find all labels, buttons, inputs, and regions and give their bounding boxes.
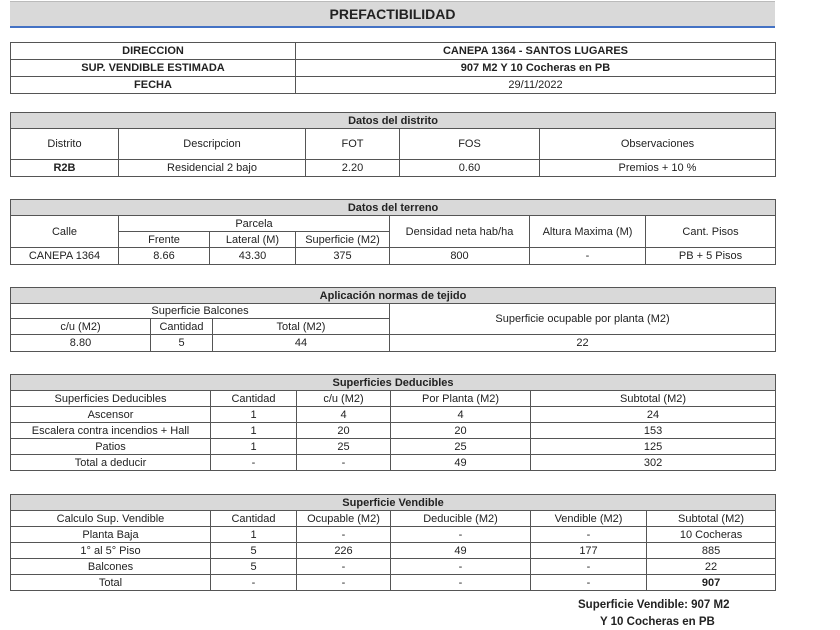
row-cell: 4 (391, 407, 531, 423)
balcones-header: Superficie Balcones (11, 304, 390, 319)
row-cell: 1 (211, 439, 297, 455)
row-cell: 125 (531, 439, 776, 455)
vendible-col-header: Cantidad (211, 511, 297, 527)
direccion-label: DIRECCION (11, 43, 296, 60)
cu-header: c/u (M2) (11, 319, 151, 335)
row-label: Patios (11, 439, 211, 455)
table-row (11, 407, 776, 423)
row-cell: 885 (647, 543, 776, 559)
row-label: Balcones (11, 559, 211, 575)
fecha-label: FECHA (11, 77, 296, 94)
parcela-header: Parcela (119, 216, 390, 232)
row-label: Escalera contra incendios + Hall (11, 423, 211, 439)
table-row (11, 527, 776, 543)
table-row (11, 423, 776, 439)
row-cell: 49 (391, 543, 531, 559)
row-cell: 1 (211, 423, 297, 439)
observaciones-header: Observaciones (540, 129, 776, 160)
row-label: Total a deducir (11, 455, 211, 471)
table-row (11, 439, 776, 455)
direccion-value: CANEPA 1364 - SANTOS LUGARES (296, 43, 776, 60)
row-cell: 226 (297, 543, 391, 559)
distrito-table (10, 112, 776, 177)
calle-value: CANEPA 1364 (11, 248, 119, 265)
row-cell: - (391, 575, 531, 591)
total-header: Total (M2) (213, 319, 390, 335)
terreno-section-title: Datos del terreno (11, 200, 776, 216)
calle-header: Calle (11, 216, 119, 248)
fos-value: 0.60 (400, 160, 540, 177)
row-cell: 20 (391, 423, 531, 439)
row-cell: 10 Cocheras (647, 527, 776, 543)
altura-value: - (530, 248, 646, 265)
row-cell: 4 (297, 407, 391, 423)
row-cell: - (211, 575, 297, 591)
row-label: 1° al 5° Piso (11, 543, 211, 559)
sup-vendible-label: SUP. VENDIBLE ESTIMADA (11, 60, 296, 77)
distrito-header: Distrito (11, 129, 119, 160)
row-cell: 5 (211, 543, 297, 559)
row-cell: - (531, 527, 647, 543)
fos-header: FOS (400, 129, 540, 160)
cantidad-header: Cantidad (151, 319, 213, 335)
deducibles-col-header: Superficies Deducibles (11, 391, 211, 407)
ocupable-header: Superficie ocupable por planta (M2) (390, 304, 776, 335)
vendible-col-header: Vendible (M2) (531, 511, 647, 527)
row-cell: 20 (297, 423, 391, 439)
row-cell: - (297, 575, 391, 591)
fot-value: 2.20 (306, 160, 400, 177)
row-cell: - (297, 559, 391, 575)
row-label: Planta Baja (11, 527, 211, 543)
row-cell: 177 (531, 543, 647, 559)
frente-header: Frente (119, 232, 210, 248)
deducibles-col-header: Por Planta (M2) (391, 391, 531, 407)
vendible-table (10, 494, 776, 591)
info-table (10, 42, 776, 94)
row-cell: 153 (531, 423, 776, 439)
distrito-section-title: Datos del distrito (11, 113, 776, 129)
row-cell: - (297, 455, 391, 471)
distrito-value: R2B (11, 160, 119, 177)
descripcion-header: Descripcion (119, 129, 306, 160)
footer-summary-line1: Superficie Vendible: 907 M2 (578, 599, 730, 611)
fecha-value: 29/11/2022 (296, 77, 776, 94)
fot-header: FOT (306, 129, 400, 160)
row-cell: - (531, 559, 647, 575)
row-cell: - (297, 527, 391, 543)
observaciones-value: Premios + 10 % (540, 160, 776, 177)
superficie-value: 375 (296, 248, 390, 265)
altura-header: Altura Maxima (M) (530, 216, 646, 248)
descripcion-value: Residencial 2 bajo (119, 160, 306, 177)
vendible-col-header: Deducible (M2) (391, 511, 531, 527)
row-cell: - (531, 575, 647, 591)
total-value: 44 (213, 335, 390, 352)
vendible-col-header: Calculo Sup. Vendible (11, 511, 211, 527)
page-title: PREFACTIBILIDAD (10, 1, 775, 28)
row-label: Ascensor (11, 407, 211, 423)
deducibles-table (10, 374, 776, 471)
tejido-table (10, 287, 776, 352)
vendible-col-header: Ocupable (M2) (297, 511, 391, 527)
total-vendible-value: 907 (647, 575, 776, 591)
lateral-header: Lateral (M) (210, 232, 296, 248)
row-cell: 25 (391, 439, 531, 455)
cu-value: 8.80 (11, 335, 151, 352)
cantidad-value: 5 (151, 335, 213, 352)
table-row (11, 559, 776, 575)
row-cell: - (391, 527, 531, 543)
row-cell: 1 (211, 407, 297, 423)
tejido-section-title: Aplicación normas de tejido (11, 288, 776, 304)
deducibles-col-header: Subtotal (M2) (531, 391, 776, 407)
frente-value: 8.66 (119, 248, 210, 265)
row-cell: 22 (647, 559, 776, 575)
table-row (11, 575, 776, 591)
pisos-value: PB + 5 Pisos (646, 248, 776, 265)
row-cell: 49 (391, 455, 531, 471)
densidad-header: Densidad neta hab/ha (390, 216, 530, 248)
row-cell: 302 (531, 455, 776, 471)
densidad-value: 800 (390, 248, 530, 265)
vendible-section-title: Superficie Vendible (11, 495, 776, 511)
row-cell: 24 (531, 407, 776, 423)
row-cell: - (211, 455, 297, 471)
terreno-table (10, 199, 776, 265)
deducibles-section-title: Superficies Deducibles (11, 375, 776, 391)
vendible-col-header: Subtotal (M2) (647, 511, 776, 527)
table-row (11, 543, 776, 559)
pisos-header: Cant. Pisos (646, 216, 776, 248)
lateral-value: 43.30 (210, 248, 296, 265)
row-cell: 1 (211, 527, 297, 543)
table-row (11, 455, 776, 471)
row-cell: 5 (211, 559, 297, 575)
ocupable-value: 22 (390, 335, 776, 352)
footer-summary-line2: Y 10 Cocheras en PB (600, 616, 715, 628)
row-label: Total (11, 575, 211, 591)
deducibles-col-header: c/u (M2) (297, 391, 391, 407)
row-cell: 25 (297, 439, 391, 455)
row-cell: - (391, 559, 531, 575)
sup-vendible-value: 907 M2 Y 10 Cocheras en PB (296, 60, 776, 77)
deducibles-col-header: Cantidad (211, 391, 297, 407)
superficie-header: Superficie (M2) (296, 232, 390, 248)
